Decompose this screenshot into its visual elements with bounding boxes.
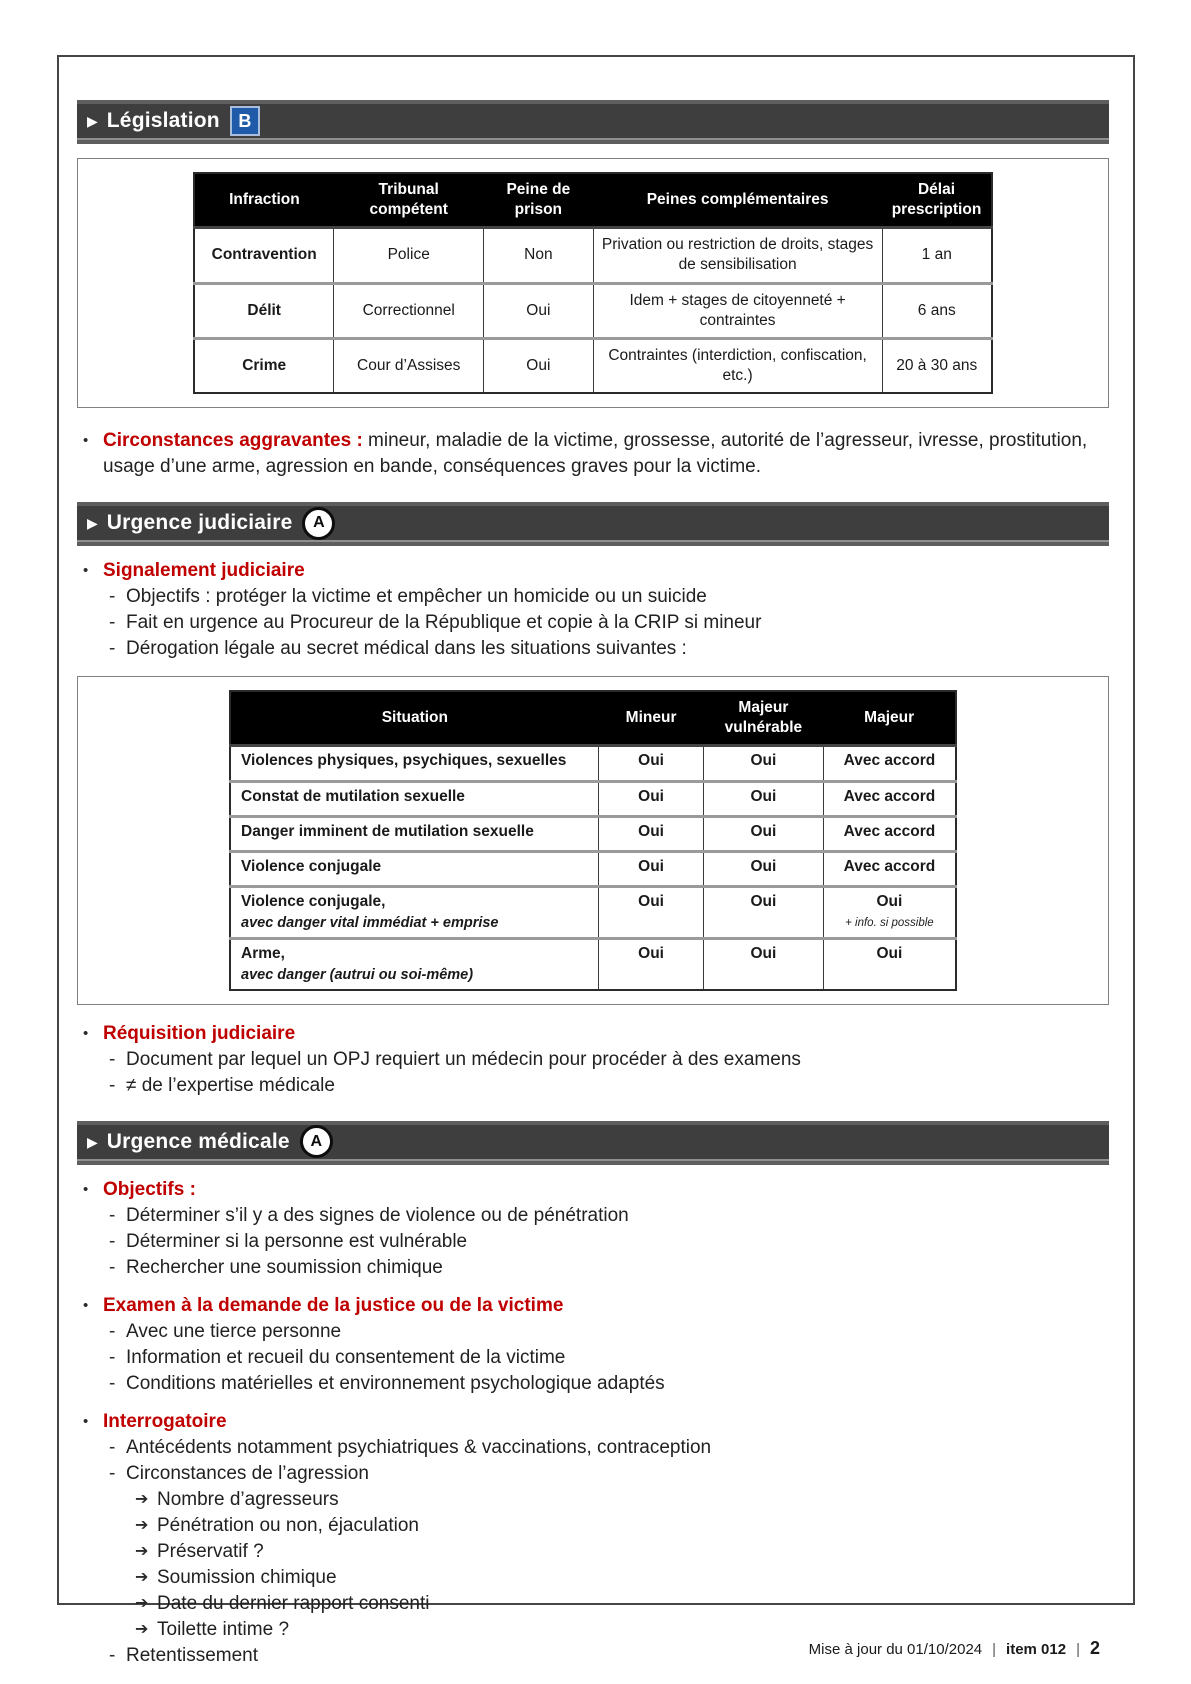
table-header-row [194,173,992,228]
table-cell: Correctionnel [334,283,484,338]
red-heading: Examen à la demande de la justice ou de la victime [103,1294,564,1316]
section-title: Législation [106,109,220,132]
list-item-text: Information et recueil du consentement de la victime [126,1346,566,1368]
table-cell: Crime [194,338,334,393]
arrow-icon: ➔ [135,1542,149,1560]
section-header-bar [77,506,1109,542]
reporting-table [229,690,957,991]
list-item [109,584,1109,610]
table-cell: Oui [599,851,704,886]
list-item [109,1203,1109,1229]
table-row [194,283,992,338]
table-cell: Avec accord [823,781,956,816]
list-item [135,1487,1109,1513]
column-header: Peines complémentaires [593,173,882,228]
list-item [135,1539,1109,1565]
list-item-aggravantes [83,428,1109,480]
triangle-right-icon: ▶ [87,1133,98,1150]
list-item-text: Date du dernier rapport consenti [157,1592,430,1614]
list-item [83,1409,1109,1435]
table-cell: Oui + info. si possible [823,886,956,938]
list-item-text: Toilette intime ? [157,1618,290,1640]
block-signalement [77,558,1109,662]
bullet-icon: • [83,1180,89,1198]
list-item [109,1435,1109,1461]
page-content [59,100,1133,1669]
list-item [109,1319,1109,1345]
list-item-text: Dérogation légale au secret médical dans les situations suivantes : [126,638,687,660]
table-cell: Oui [599,886,704,938]
red-heading: Circonstances aggravantes : [103,430,363,452]
table-cell: Cour d’Assises [334,338,484,393]
rank-badge-a: A [302,507,335,540]
list-item [135,1513,1109,1539]
section-header-bar [77,1125,1109,1161]
list-item-text: Soumission chimique [157,1566,337,1588]
list-item-text: Document par lequel un OPJ requiert un médecin pour procéder à des examens [126,1048,801,1070]
table-cell: Oui [599,938,704,989]
list-item [135,1591,1109,1617]
table-cell: Oui [703,938,823,989]
table-cell: Police [334,228,484,283]
section-title: Urgence judiciaire [106,511,293,535]
list-item [109,636,1109,662]
list-item-text: Nombre d’agresseurs [157,1488,339,1510]
table-cell: Danger imminent de mutilation sexuelle [230,816,599,851]
table-row [194,338,992,393]
table-cell: Oui [703,746,823,781]
table-cell: Oui [703,851,823,886]
block-objectifs [77,1177,1109,1281]
list-item [109,610,1109,636]
dash-icon: - [109,1256,116,1278]
dash-icon: - [109,1230,116,1252]
arrow-icon: ➔ [135,1594,149,1612]
table-cell: Contravention [194,228,334,283]
dash-icon: - [109,586,116,608]
table-cell: 20 à 30 ans [882,338,992,393]
list-item [109,1255,1109,1281]
footer-separator: | [1076,1641,1080,1658]
table-cell: Avec accord [823,851,956,886]
dash-icon: - [109,1436,116,1458]
table-row [230,816,956,851]
arrow-icon: ➔ [135,1568,149,1586]
bullet-icon: • [83,1412,89,1430]
list-item [109,1229,1109,1255]
arrow-icon: ➔ [135,1620,149,1638]
table-cell: Avec accord [823,816,956,851]
list-item-text: Objectifs : protéger la victime et empêcher un homicide ou un suicide [126,586,707,608]
list-item-text: Circonstances de l’agression [126,1462,369,1484]
table-cell: Oui [823,938,956,989]
footer-item-number: item 012 [1006,1641,1067,1658]
table-cell: Oui [599,781,704,816]
list-item-text: ≠ de l’expertise médicale [126,1074,335,1096]
list-item [83,1177,1109,1203]
red-heading: Signalement judiciaire [103,560,305,582]
table-cell: Violence conjugale [230,851,599,886]
bullet-icon: • [83,432,89,450]
arrow-icon: ➔ [135,1490,149,1508]
column-header: Majeur vulnérable [703,691,823,746]
footer-update-date: Mise à jour du 01/10/2024 [808,1641,983,1658]
penalties-table [193,172,993,394]
list-item [109,1345,1109,1371]
table-cell: Non [484,228,594,283]
block-requisition [77,1021,1109,1099]
dash-icon: - [109,612,116,634]
list-item-text: Antécédents notamment psychiatriques & vaccinations, contraception [126,1436,712,1458]
block-examen [77,1293,1109,1397]
footer [809,1638,1100,1659]
red-heading: Interrogatoire [103,1410,227,1432]
dash-icon: - [109,1346,116,1368]
section-header-urgence-medicale [77,1121,1109,1165]
penalties-table-frame [77,158,1109,408]
red-heading: Réquisition judiciaire [103,1022,296,1044]
table-cell: Oui [599,816,704,851]
column-header: Situation [230,691,599,746]
column-header: Tribunal compétent [334,173,484,228]
table-row [230,851,956,886]
table-cell: Oui [599,746,704,781]
dash-icon: - [109,1204,116,1226]
table-cell: Délit [194,283,334,338]
rank-badge-b: B [230,106,260,136]
dash-icon: - [109,1644,116,1666]
list-item [109,1047,1109,1073]
block-interrogatoire [77,1409,1109,1669]
list-item-text: Retentissement [126,1644,259,1666]
list-item [109,1461,1109,1487]
table-cell: Avec accord [823,746,956,781]
arrow-icon: ➔ [135,1516,149,1534]
list-item-text: Conditions matérielles et environnement psychologique adaptés [126,1372,665,1394]
bullet-icon: • [83,1296,89,1314]
column-header: Délai prescription [882,173,992,228]
paragraph [103,428,1109,480]
table-cell: Oui [703,886,823,938]
table-row [194,228,992,283]
footer-page-number: 2 [1089,1638,1100,1658]
table-row [230,886,956,938]
reporting-table-frame [77,676,1109,1005]
table-cell: Violence conjugale, avec danger vital immédiat + emprise [230,886,599,938]
list-item [135,1565,1109,1591]
table-cell: Oui [484,338,594,393]
table-cell: Oui [484,283,594,338]
column-header: Majeur [823,691,956,746]
triangle-right-icon: ▶ [87,113,98,129]
table-cell: Idem + stages de citoyenneté + contraintes [593,283,882,338]
footer-separator: | [992,1641,997,1658]
table-header-row [230,691,956,746]
list-item [109,1371,1109,1397]
table-cell: Oui [703,781,823,816]
bullet-icon: • [83,562,89,580]
table-cell: Contraintes (interdiction, confiscation, etc.) [593,338,882,393]
dash-icon: - [109,1372,116,1394]
table-cell: Constat de mutilation sexuelle [230,781,599,816]
table-cell: 1 an [882,228,992,283]
table-cell: Violences physiques, psychiques, sexuelles [230,746,599,781]
section-header-urgence-judiciaire [77,502,1109,546]
table-row [230,746,956,781]
list-item [109,1073,1109,1099]
triangle-right-icon: ▶ [87,515,98,532]
column-header: Mineur [599,691,704,746]
list-item-text: Fait en urgence au Procureur de la République et copie à la CRIP si mineur [126,612,762,634]
list-item-text: Avec une tierce personne [126,1320,342,1342]
list-item-text: Pénétration ou non, éjaculation [157,1514,419,1536]
list-item [83,1293,1109,1319]
column-header: Infraction [194,173,334,228]
list-item [83,1021,1109,1047]
dash-icon: - [109,638,116,660]
table-cell: Oui [703,816,823,851]
list-item-text: Déterminer si la personne est vulnérable [126,1230,468,1252]
table-row [230,781,956,816]
table-row [230,938,956,989]
table-cell: Privation ou restriction de droits, stages de sensibilisation [593,228,882,283]
bullet-icon: • [83,1024,89,1042]
table-cell: 6 ans [882,283,992,338]
dash-icon: - [109,1320,116,1342]
red-heading: Objectifs : [103,1178,196,1200]
dash-icon: - [109,1462,116,1484]
rank-badge-a: A [300,1125,333,1158]
dash-icon: - [109,1074,116,1096]
section-header-legislation [77,100,1109,144]
column-header: Peine de prison [484,173,594,228]
paragraph-text: mineur, maladie de la victime, grossesse, autorité de l’agresseur, ivresse, prostitution, usage d’une arme, agression en bande, conséquences graves pour la victime. [103,430,1088,478]
list-item-text: Déterminer s’il y a des signes de violence ou de pénétration [126,1204,629,1226]
list-item-text: Préservatif ? [157,1540,264,1562]
list-item-text: Rechercher une soumission chimique [126,1256,443,1278]
list-item [83,558,1109,584]
section-header-bar [77,104,1109,140]
section-title: Urgence médicale [106,1129,290,1153]
table-cell: Arme, avec danger (autrui ou soi-même) [230,938,599,989]
dash-icon: - [109,1048,116,1070]
